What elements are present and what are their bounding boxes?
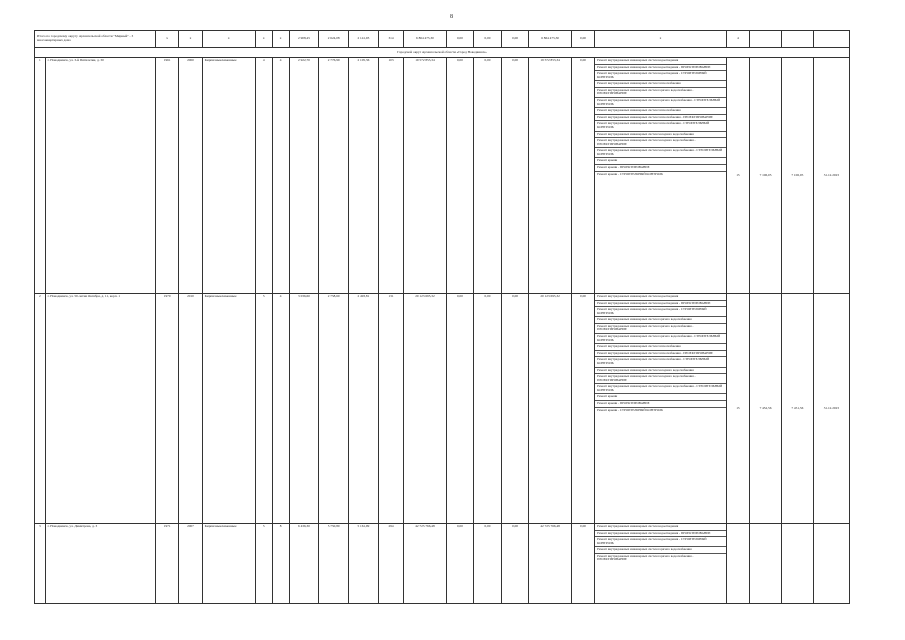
address: г. Новодвинск, ул. 50-летия Октября, д. 11, корп. 1 [45, 294, 155, 524]
residents: 131 [378, 294, 403, 524]
cell: 2 908,45 [289, 31, 319, 48]
fund-1: 0,00 [446, 294, 474, 524]
work-item: Ремонт внутридомовых инженерных систем водоотведения [595, 294, 726, 301]
completion-date: 31.12.2023 [813, 58, 849, 294]
work-item: Ремонт внутридомовых инженерных систем теплоснабжения [595, 108, 726, 115]
wall-material: Кирпичные/каменные [202, 58, 255, 294]
fund-4: 0,00 [571, 58, 594, 294]
cell: 2 624,08 [319, 31, 349, 48]
floors: 4 [255, 58, 272, 294]
fund-3: 0,00 [501, 294, 529, 524]
total-row [35, 31, 850, 48]
cell: x [155, 31, 178, 48]
area-premises: 2 776,99 [319, 58, 349, 294]
fund-2: 0,00 [474, 58, 502, 294]
cell: 2 141,93 [349, 31, 379, 48]
table-row [35, 524, 850, 604]
work-item: Ремонт внутридомовых инженерных систем холодного водоснабжения - СТРОИТЕЛЬНЫЙ КОНТРОЛЬ [595, 384, 726, 394]
table-row [35, 294, 850, 524]
cell [750, 31, 782, 48]
work-item: Ремонт внутридомовых инженерных систем холодного водоснабжения - ПРОЕКТИРОВАНИЕ [595, 374, 726, 384]
year-overhaul: 2010 [179, 294, 202, 524]
work-item: Ремонт крыши - ПРОЕКТИРОВАНИЕ [595, 165, 726, 172]
cell: 6 864 475,30 [529, 31, 571, 48]
entrances: 4 [272, 58, 289, 294]
work-item: Ремонт внутридомовых инженерных систем теплоснабжения - ПРОЕКТИРОВАНИЕ [595, 115, 726, 122]
wall-material: Кирпичные/каменные [202, 294, 255, 524]
completion-date: 31.12.2023 [813, 294, 849, 524]
cell: 314 [378, 31, 403, 48]
row-number: 3 [35, 524, 46, 604]
cell: 0,00 [571, 31, 594, 48]
work-count: 15 [726, 294, 749, 524]
work-item: Ремонт внутридомовых инженерных систем водоотведения - ПРОЕКТИРОВАНИЕ [595, 531, 726, 538]
owners-funds: 19 572 853,34 [529, 58, 571, 294]
work-item: Ремонт внутридомовых инженерных систем горячего водоснабжения - ПРОЕКТИРОВАНИЕ [595, 324, 726, 334]
work-item: Ремонт крыши - ПРОЕКТИРОВАНИЕ [595, 401, 726, 408]
year-overhaul: 2007 [179, 524, 202, 604]
work-item: Ремонт внутридомовых инженерных систем водоотведения - ПРОЕКТИРОВАНИЕ [595, 65, 726, 72]
cell: x [255, 31, 272, 48]
area-living: 2 105,36 [349, 58, 379, 294]
work-item: Ремонт внутридомовых инженерных систем холодного водоснабжения - СТРОИТЕЛЬНЫЙ КОНТРОЛЬ [595, 148, 726, 158]
area-living: 2 493,81 [349, 294, 379, 524]
work-item: Ремонт внутридомовых инженерных систем водоотведения - СТРОИТЕЛЬНЫЙ КОНТРОЛЬ [595, 71, 726, 81]
cost-per-sqm: 7 452,56 [750, 294, 782, 524]
cell: x [202, 31, 255, 48]
work-item: Ремонт крыши - СТРОИТЕЛЬНЫЙ КОНТРОЛЬ [597, 171, 663, 176]
year-built: 1961 [155, 58, 178, 294]
cell: x [272, 31, 289, 48]
work-item: Ремонт внутридомовых инженерных систем водоотведения [595, 524, 726, 531]
year-built: 1970 [155, 294, 178, 524]
fund-1: 0,00 [446, 58, 474, 294]
work-item: Ремонт внутридомовых инженерных систем теплоснабжения - СТРОИТЕЛЬНЫЙ КОНТРОЛЬ [595, 357, 726, 367]
cell [781, 31, 813, 48]
row-number: 2 [35, 294, 46, 524]
area-living: 5 161,99 [349, 524, 379, 604]
cell: 0,00 [446, 31, 474, 48]
work-item: Ремонт внутридомовых инженерных систем горячего водоснабжения [595, 317, 726, 324]
work-item: Ремонт внутридомовых инженерных систем горячего водоснабжения - ПРОЕКТИРОВАНИЕ [595, 88, 726, 98]
work-item: Ремонт внутридомовых инженерных систем теплоснабжения [595, 344, 726, 351]
cell: 4 [726, 31, 749, 48]
limit-per-sqm: 7 106,05 [781, 58, 813, 294]
entrances: 4 [272, 294, 289, 524]
table-row [35, 58, 850, 294]
work-count [726, 524, 749, 604]
residents: 103 [378, 58, 403, 294]
cell: 0,00 [501, 31, 529, 48]
work-item: Ремонт внутридомовых инженерных систем водоотведения - ПРОЕКТИРОВАНИЕ [595, 301, 726, 308]
limit-per-sqm [781, 524, 813, 604]
section-row [35, 48, 850, 58]
work-item: Ремонт внутридомовых инженерных систем холодного водоснабжения - ПРОЕКТИРОВАНИЕ [595, 138, 726, 148]
cell: x [595, 31, 727, 48]
owners-funds: 20 123 695,32 [529, 294, 571, 524]
total-label: Итого по городскому округу Архангельской области "Мирный" - 3 многоквартирных дома [35, 31, 156, 48]
work-item: Ремонт крыши - СТРОИТЕЛЬНЫЙ КОНТРОЛЬ [597, 407, 663, 412]
cost-per-sqm: 7 106,05 [750, 58, 782, 294]
cost-total: 42 725 766,48 [404, 524, 446, 604]
fund-2: 0,00 [474, 524, 502, 604]
works-list [595, 294, 727, 524]
work-item: Ремонт внутридомовых инженерных систем теплоснабжения - СТРОИТЕЛЬНЫЙ КОНТРОЛЬ [595, 121, 726, 131]
work-item: Ремонт крыши [595, 158, 726, 165]
work-item: Ремонт внутридомовых инженерных систем теплоснабжения [595, 81, 726, 88]
floors: 5 [255, 294, 272, 524]
work-count: 15 [726, 58, 749, 294]
fund-3: 0,00 [501, 524, 529, 604]
cell [813, 31, 849, 48]
cell: 6 864 475,30 [404, 31, 446, 48]
works-list [595, 58, 727, 294]
work-item: Ремонт внутридомовых инженерных систем горячего водоснабжения [595, 547, 726, 554]
work-item: Ремонт внутридомовых инженерных систем теплоснабжения - ПРОЕКТИРОВАНИЕ [595, 351, 726, 358]
work-item: Ремонт внутридомовых инженерных систем горячего водоснабжения - СТРОИТЕЛЬНЫЙ КОНТРОЛЬ [595, 98, 726, 108]
floors: 5 [255, 524, 272, 604]
fund-4: 0,00 [571, 524, 594, 604]
residents: 294 [378, 524, 403, 604]
year-overhaul: 2000 [179, 58, 202, 294]
completion-date [813, 524, 849, 604]
owners-funds: 42 725 766,48 [529, 524, 571, 604]
year-built: 1971 [155, 524, 178, 604]
area-total: 2 922,70 [289, 58, 319, 294]
area-total: 3 036,60 [289, 294, 319, 524]
wall-material: Кирпичные/каменные [202, 524, 255, 604]
work-item: Ремонт внутридомовых инженерных систем холодного водоснабжения [595, 368, 726, 375]
work-item: Ремонт внутридомовых инженерных систем водоотведения - СТРОИТЕЛЬНЫЙ КОНТРОЛЬ [595, 307, 726, 317]
cell: 0,00 [474, 31, 502, 48]
fund-3: 0,00 [501, 58, 529, 294]
work-item: Ремонт внутридомовых инженерных систем холодного водоснабжения [595, 132, 726, 139]
limit-per-sqm: 7 451,56 [781, 294, 813, 524]
area-premises: 5 750,80 [319, 524, 349, 604]
row-number: 1 [35, 58, 46, 294]
fund-1: 0,00 [446, 524, 474, 604]
work-item: Ремонт крыши [595, 394, 726, 401]
area-total: 6 436,30 [289, 524, 319, 604]
address: г. Новодвинск, ул. Димитрова, д. 3 [45, 524, 155, 604]
works-list [595, 524, 727, 604]
work-item: Ремонт внутридомовых инженерных систем горячего водоснабжения - ПРОЕКТИРОВАНИЕ [597, 553, 694, 562]
overhaul-table [34, 30, 850, 604]
cost-total: 19 572 853,34 [404, 58, 446, 294]
cost-per-sqm [750, 524, 782, 604]
area-premises: 2 758,60 [319, 294, 349, 524]
work-item: Ремонт внутридомовых инженерных систем горячего водоснабжения - СТРОИТЕЛЬНЫЙ КОНТРОЛЬ [595, 334, 726, 344]
work-item: Ремонт внутридомовых инженерных систем водоотведения [595, 58, 726, 65]
work-item: Ремонт внутридомовых инженерных систем водоотведения - СТРОИТЕЛЬНЫЙ КОНТРОЛЬ [595, 537, 726, 547]
fund-4: 0,00 [571, 294, 594, 524]
address: г. Новодвинск, ул. 3-й Пятилетки, д. 30 [45, 58, 155, 294]
fund-2: 0,00 [474, 294, 502, 524]
entrances: 8 [272, 524, 289, 604]
cost-total: 20 123 695,32 [404, 294, 446, 524]
page-number: 8 [450, 14, 453, 20]
cell: x [179, 31, 202, 48]
section-title: Городской округ Архангельской области «Город Новодвинск» [35, 48, 850, 58]
